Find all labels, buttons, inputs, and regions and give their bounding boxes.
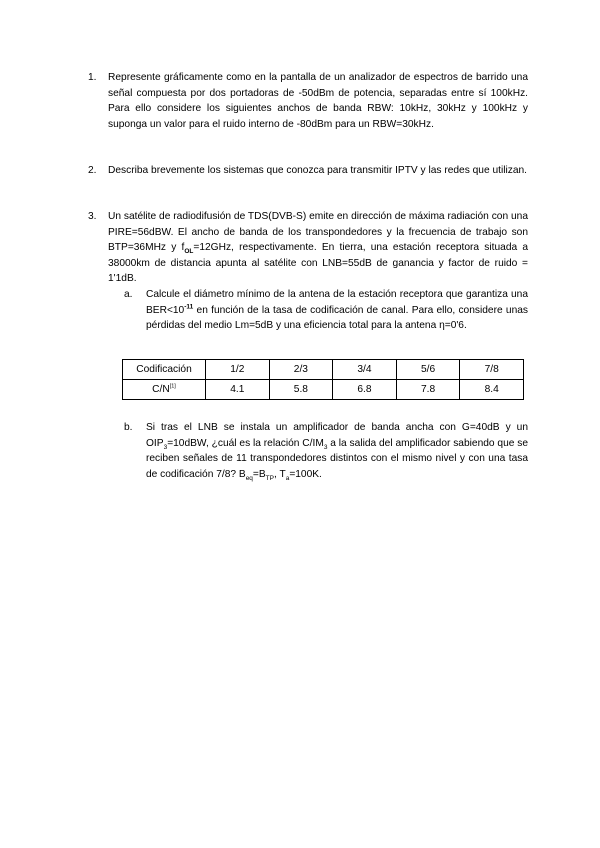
question-1-number: 1. xyxy=(88,72,97,83)
question-3a-text: Calcule el diámetro mínimo de la antena de la estación receptora que garantiza una $BER<10^{-11}$ en función de la tasa de codificación de canal. Para ello, considere unas pérdidas del medio Lm=5dB y una eficiencia total para la antena η=0'6. xyxy=(146,289,528,332)
table-header-coding: Codificación xyxy=(123,360,206,380)
question-1-text: Represente gráficamente como en la pantalla de un analizador de espectros de barrido una señal compuesta por dos portadoras de -50dBm de potencia, separadas entre sí 100kHz. Para ello considere los siguientes anchos de banda RBW: 10kHz, 30kHz y 100kHz y suponga un valor para el ruido interno de -80dBm para un RBW=30kHz. xyxy=(108,72,528,130)
table-cell: 6.8 xyxy=(333,380,397,400)
table-cell: 4.1 xyxy=(206,380,270,400)
question-3a xyxy=(124,287,528,334)
question-1 xyxy=(88,70,528,132)
table-cell: 2/3 xyxy=(269,360,333,380)
question-2-number: 2. xyxy=(88,165,97,176)
table-cell: 8.4 xyxy=(460,380,524,400)
table-header-cn: C/N[1] xyxy=(123,380,206,400)
question-3b xyxy=(124,420,528,482)
table-row-coding xyxy=(123,360,524,380)
question-3-text: Un satélite de radiodifusión de TDS(DVB-S) emite en dirección de máxima radiación con una PIRE=56dBW. El ancho de banda de los transpondedores y la frecuencia de trabajo son BTP=36MHz y $f_{OL}=12GHz$, respectivamente. En tierra, una estación receptora situada a 38000km de distancia apunta al satélite con LNB=55dB de ganancia y factor de ruido = 1'1dB. xyxy=(108,211,529,285)
table-cell: 3/4 xyxy=(333,360,397,380)
question-3-number: 3. xyxy=(88,211,97,222)
question-3a-letter: a. xyxy=(124,289,133,300)
question-2-text: Describa brevemente los sistemas que conozca para transmitir IPTV y las redes que utilizan. xyxy=(108,165,528,176)
table-cell: 7.8 xyxy=(396,380,460,400)
question-3 xyxy=(88,209,528,287)
table-cell: 5/6 xyxy=(396,360,460,380)
question-3b-text: Si tras el LNB se instala un amplificador de banda ancha con G=40dB y un $OIP_3=10dBW$, ¿cuál es la relación $C/IM_3$ a la salida del amplificador sabiendo que se reciben señales de 11 transpondedores distintos con el mismo nivel y con una tasa de codificación 7/8? $B_{eq}=B_{TP}$, $T_a=100K$. xyxy=(146,422,529,482)
question-2 xyxy=(88,163,528,179)
cn-table xyxy=(122,359,524,400)
table-cell: 1/2 xyxy=(206,360,270,380)
table-cell: 5.8 xyxy=(269,380,333,400)
question-3b-letter: b. xyxy=(124,422,133,433)
table-row-cn xyxy=(123,380,524,400)
table-cell: 7/8 xyxy=(460,360,524,380)
footnote-ref: [1] xyxy=(169,383,176,390)
